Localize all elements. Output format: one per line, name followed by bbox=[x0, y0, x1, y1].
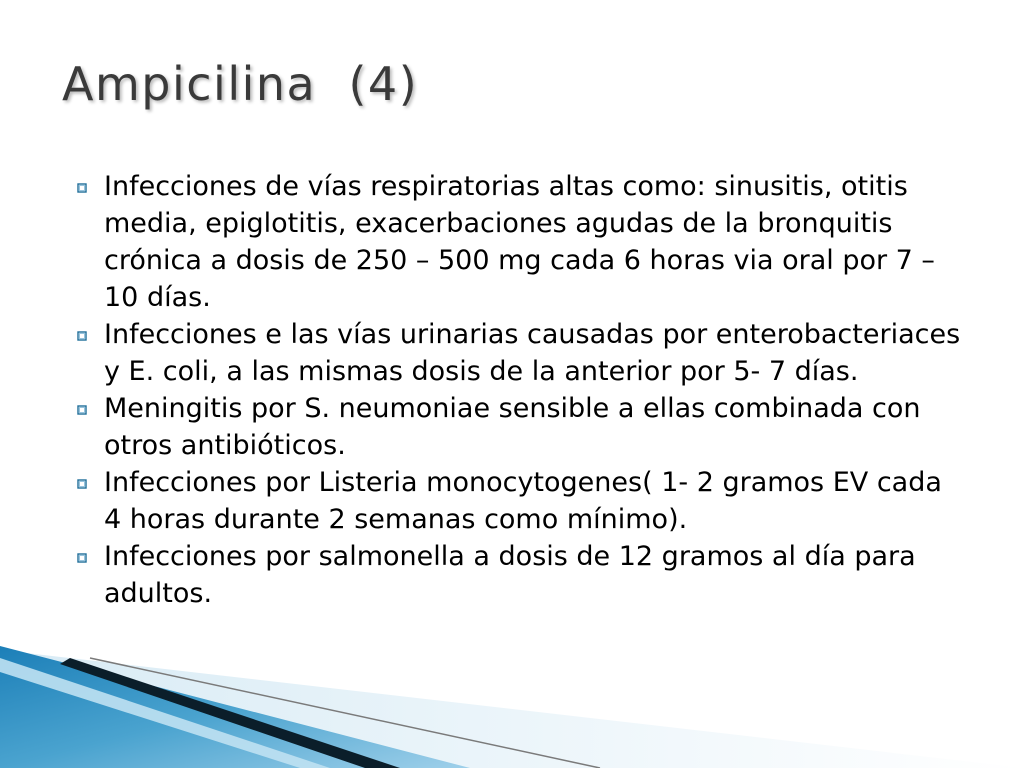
corner-swoosh-decoration bbox=[0, 638, 1024, 768]
bullet-item bbox=[76, 168, 966, 316]
bullet-item bbox=[76, 464, 966, 538]
bullet-square-icon bbox=[77, 183, 87, 193]
bullet-square-icon bbox=[77, 479, 87, 489]
bullet-text: Meningitis por S. neumoniae sensible a ellas combinada con otros antibióticos. bbox=[104, 393, 921, 461]
bullet-text: Infecciones e las vías urinarias causadas por enterobacteriaces y E. coli, a las mismas dosis de la anterior por 5- 7 días. bbox=[104, 319, 961, 387]
slide-title: Ampicilina (4) bbox=[62, 57, 419, 111]
bullet-text: Infecciones por Listeria monocytogenes( 1- 2 gramos EV cada 4 horas durante 2 semanas como mínimo). bbox=[104, 467, 942, 535]
bullet-square-icon bbox=[77, 331, 87, 341]
bullet-square-icon bbox=[77, 553, 87, 563]
bullet-text: Infecciones por salmonella a dosis de 12 gramos al día para adultos. bbox=[104, 541, 916, 609]
bullet-text: Infecciones de vías respiratorias altas como: sinusitis, otitis media, epiglotitis, exacerbaciones agudas de la bronquitis crónica a dosis de 250 – 500 mg cada 6 horas via oral por 7 – 10 días. bbox=[104, 171, 935, 313]
bullet-item bbox=[76, 316, 966, 390]
bullet-item bbox=[76, 390, 966, 464]
bullet-item bbox=[76, 538, 966, 612]
bullet-list bbox=[76, 168, 966, 612]
bullet-square-icon bbox=[77, 405, 87, 415]
